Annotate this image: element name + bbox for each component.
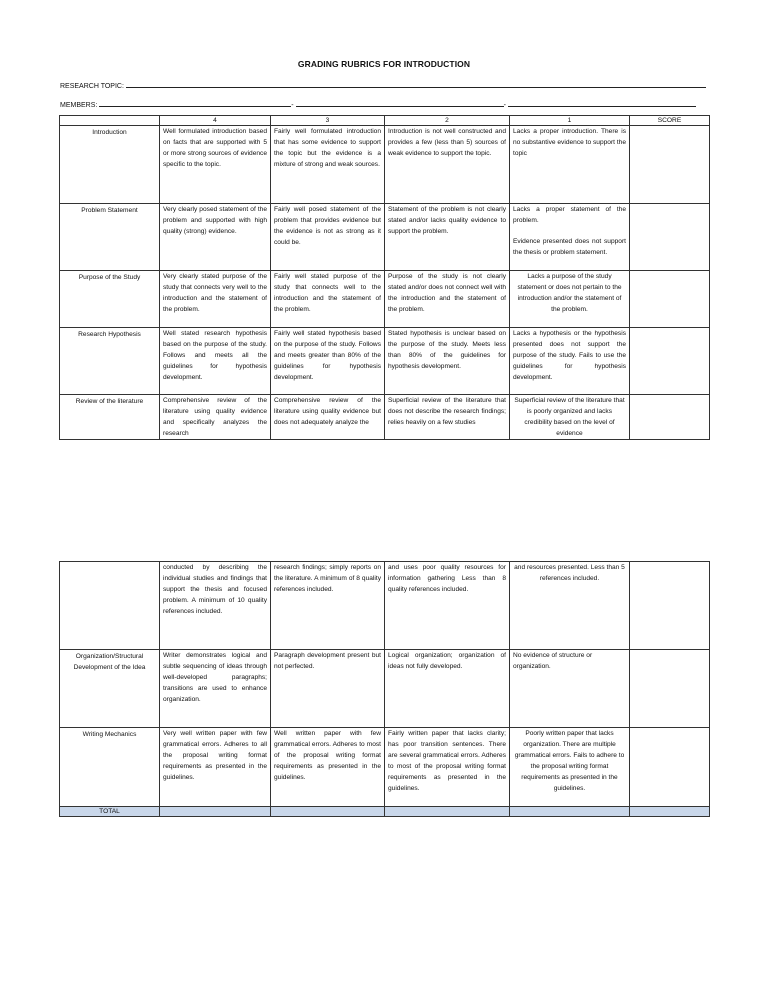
level-2-cell: Fairly written paper that lacks clarity; has poor transition sentences. There are several grammatical errors. Adheres to most of the proposal writing format requirements as presented in the guidelines. [385, 728, 510, 807]
total-label: TOTAL [60, 807, 160, 817]
total-cell [510, 807, 630, 817]
level-2-cell: Stated hypothesis is unclear based on the purpose of the study. Meets less than 80% of the guidelines for hypothesis development. [385, 328, 510, 395]
total-cell [271, 807, 385, 817]
level-1-cell: and resources presented. Less than 5 references included. [510, 562, 630, 650]
criterion-cell: Organization/Structural Development of the Idea [60, 650, 160, 728]
level-4-cell: Very clearly stated purpose of the study that connects very well to the introduction and the statement of the problem. [160, 271, 271, 328]
header-cell: 1 [510, 116, 630, 126]
rubric-table-part-1 [59, 115, 710, 440]
level-3-cell: Fairly well stated hypothesis based on the purpose of the study. Follows and meets greater than 80% of the guidelines for hypothesis development. [271, 328, 385, 395]
level-1-cell: Lacks a proper introduction. There is no substantive evidence to support the topic [510, 126, 630, 204]
level-3-cell: Fairly well posed statement of the problem that provides evidence but the evidence is not as strong as it could be. [271, 204, 385, 271]
level-3-cell: research findings; simply reports on the literature. A minimum of 8 quality references included. [271, 562, 385, 650]
table-row [60, 395, 710, 440]
level-3-cell: Fairly well stated purpose of the study that connects well to the introduction and the statement of the problem. [271, 271, 385, 328]
level-1-cell: Lacks a hypothesis or the hypothesis presented does not support the purpose of the study. Fails to use the guidelines for hypothesis development. [510, 328, 630, 395]
criterion-cell: Review of the literature [60, 395, 160, 440]
level-4-cell: Comprehensive review of the literature using quality evidence and specifically analyzes the research [160, 395, 271, 440]
member-blank-3 [508, 99, 696, 107]
member-separator: - [503, 102, 506, 109]
level-4-cell: Well formulated introduction based on facts that are supported with 5 or more strong sources of evidence specific to the topic. [160, 126, 271, 204]
level-1-text: Lacks a proper statement of the problem. [513, 206, 626, 224]
criterion-cell: Problem Statement [60, 204, 160, 271]
members-line [60, 99, 696, 109]
header-cell: 3 [271, 116, 385, 126]
level-1-cell: Lacks a purpose of the study statement or does not pertain to the introduction and/or the statement of the problem. [510, 271, 630, 328]
header-cell: 2 [385, 116, 510, 126]
level-3-cell: Comprehensive review of the literature using quality evidence but does not adequately analyze the [271, 395, 385, 440]
level-4-cell: conducted by describing the individual studies and findings that support the thesis and focused problem. A minimum of 10 quality references included. [160, 562, 271, 650]
score-cell [630, 650, 710, 728]
level-1-cell: Superficial review of the literature that is poorly organized and lacks credibility based on the level of evidence [510, 395, 630, 440]
rubric-header-row [60, 116, 710, 126]
level-4-cell: Writer demonstrates logical and subtle sequencing of ideas through well-developed paragraphs; transitions are used to enhance organization. [160, 650, 271, 728]
total-row [60, 807, 710, 817]
member-blank-1 [99, 99, 294, 109]
level-1-text-extra: Evidence presented does not support the thesis or problem statement. [513, 238, 626, 256]
table-row [60, 204, 710, 271]
research-topic-blank [126, 80, 706, 88]
level-2-cell: and uses poor quality resources for information gathering Less than 8 quality references included. [385, 562, 510, 650]
document-title: GRADING RUBRICS FOR INTRODUCTION [297, 59, 471, 69]
level-4-cell: Very clearly posed statement of the problem and supported with high quality (strong) evidence. [160, 204, 271, 271]
total-cell [160, 807, 271, 817]
table-row [60, 328, 710, 395]
criterion-cell: Introduction [60, 126, 160, 204]
score-cell [630, 728, 710, 807]
member-separator: - [291, 102, 294, 109]
research-topic-label: RESEARCH TOPIC: [60, 83, 124, 90]
level-2-cell: Purpose of the study is not clearly stated and/or does not connect well with the introduction and the statement of the problem. [385, 271, 510, 328]
level-2-cell: Introduction is not well constructed and provides a few (less than 5) sources of weak evidence to support the topic. [385, 126, 510, 204]
header-cell: 4 [160, 116, 271, 126]
level-1-cell [510, 204, 630, 271]
score-cell [630, 204, 710, 271]
criterion-cell: Writing Mechanics [60, 728, 160, 807]
level-2-cell: Statement of the problem is not clearly stated and/or lacks quality evidence to support the problem. [385, 204, 510, 271]
level-2-cell: Logical organization; organization of ideas not fully developed. [385, 650, 510, 728]
member-blank-2 [296, 99, 504, 107]
level-4-cell: Very well written paper with few grammatical errors. Adheres to all the proposal writing format requirements as presented in the guidelines. [160, 728, 271, 807]
score-cell [630, 271, 710, 328]
level-2-cell: Superficial review of the literature that does not describe the research findings; relies heavily on a few studies [385, 395, 510, 440]
level-3-cell: Fairly well formulated introduction that has some evidence to support the topic but the evidence is a mixture of strong and weak sources. [271, 126, 385, 204]
score-cell [630, 562, 710, 650]
score-cell [630, 328, 710, 395]
level-1-cell: No evidence of structure or organization. [510, 650, 630, 728]
header-cell [60, 116, 160, 126]
score-cell [630, 126, 710, 204]
criterion-cell: Research Hypothesis [60, 328, 160, 395]
rubric-table-part-2 [59, 561, 710, 817]
table-row [60, 650, 710, 728]
score-cell [630, 395, 710, 440]
research-topic-line [60, 80, 706, 90]
table-row [60, 728, 710, 807]
criterion-cell: Purpose of the Study [60, 271, 160, 328]
table-row [60, 126, 710, 204]
header-cell: SCORE [630, 116, 710, 126]
table-row [60, 271, 710, 328]
criterion-cell [60, 562, 160, 650]
level-3-cell: Well written paper with few grammatical errors. Adheres to most of the proposal writing format requirements as presented in the guidelines. [271, 728, 385, 807]
members-label: MEMBERS: [60, 102, 98, 109]
total-cell [385, 807, 510, 817]
level-4-cell: Well stated research hypothesis based on the purpose of the study. Follows and meets all the guidelines for hypothesis development. [160, 328, 271, 395]
table-row [60, 562, 710, 650]
total-score-cell [630, 807, 710, 817]
level-3-cell: Paragraph development present but not perfected. [271, 650, 385, 728]
level-1-cell: Poorly written paper that lacks organization. There are multiple grammatical errors. Fails to adhere to the proposal writing format requirements as presented in the guidelines. [510, 728, 630, 807]
